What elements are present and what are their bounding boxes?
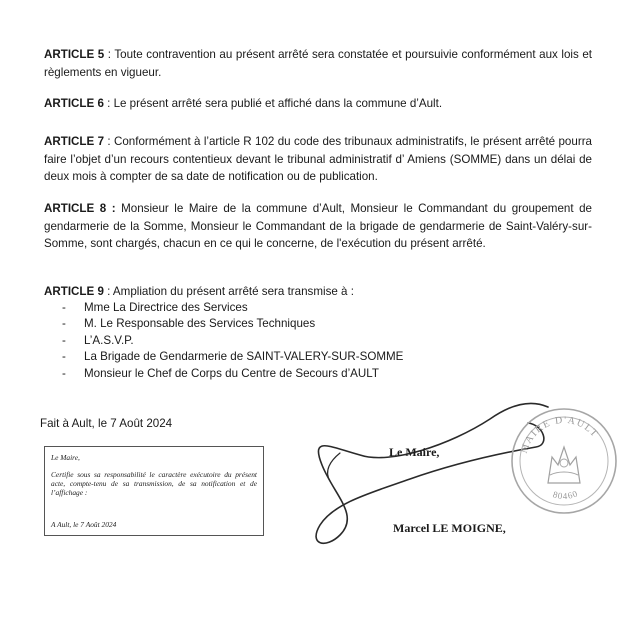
- recipients-list: [62, 300, 403, 382]
- article-8-text: Monsieur le Maire de la commune d’Ault, Monsieur le Commandant du groupement de gendarmerie de la Somme, Monsieur le Commandant de la brigade de gendarmerie de Saint-Valéry-sur-Somme, sont chargés, chacun en ce qui le concerne, de l'exécution du présent arrêté.: [44, 202, 592, 250]
- svg-text:80460: 80460: [551, 488, 580, 502]
- list-item: [62, 300, 403, 316]
- article-6-text: : Le présent arrêté sera publié et affiché dans la commune d’Ault.: [103, 97, 443, 110]
- article-9-label: ARTICLE 9: [44, 285, 104, 298]
- article-5-text: : Toute contravention au présent arrêté sera constatée et poursuivie conformément aux lois et règlements en vigueur.: [44, 48, 593, 79]
- list-dash: -: [62, 301, 66, 314]
- svg-text:MAIRE D'AULT: MAIRE D'AULT: [518, 414, 601, 455]
- article-7: [44, 133, 592, 186]
- mairie-seal: [508, 405, 620, 517]
- article-7-label: ARTICLE 7: [44, 135, 105, 148]
- list-item: [62, 366, 403, 382]
- list-item: [62, 316, 403, 332]
- article-6: [44, 95, 592, 113]
- list-item-text: M. Le Responsable des Services Techniques: [84, 317, 316, 331]
- list-item-text: L’A.S.V.P.: [84, 333, 134, 347]
- article-5-label: ARTICLE 5: [44, 48, 105, 61]
- article-7-text: : Conformément à l’article R 102 du code des tribunaux administratifs, le présent arrêté pourra faire l’objet d’un recours contentieux devant le tribunal administratif d’ Amiens (SOMME) dans un délai de deux mois à compter de sa date de notification ou de publication.: [44, 135, 593, 183]
- certification-title: Le Maire,: [51, 453, 80, 462]
- list-item-text: Mme La Directrice des Services: [84, 301, 248, 314]
- list-item-text: La Brigade de Gendarmerie de SAINT-VALERY-SUR-SOMME: [84, 350, 404, 364]
- list-dash: -: [62, 350, 66, 364]
- list-dash: -: [62, 333, 66, 347]
- list-dash: -: [62, 366, 66, 380]
- article-8: [44, 200, 592, 253]
- list-item: [62, 349, 403, 365]
- certification-text: Certifie sous sa responsabilité le caractère exécutoire du présent acte, compte-tenu de sa transmission, de sa notification et de l’affichage :: [51, 470, 257, 497]
- article-8-label: ARTICLE 8 :: [44, 202, 116, 215]
- maire-name: Marcel LE MOIGNE,: [393, 521, 506, 535]
- article-9: [44, 283, 592, 301]
- article-9-text: : Ampliation du présent arrêté sera transmise à :: [103, 285, 354, 298]
- list-dash: -: [62, 317, 66, 331]
- list-item: [62, 333, 403, 349]
- certification-footer: A Ault, le 7 Août 2024: [51, 520, 117, 529]
- list-item-text: Monsieur le Chef de Corps du Centre de Secours d’AULT: [84, 366, 379, 380]
- article-6-label: ARTICLE 6: [44, 97, 104, 110]
- fait-a-ault: Fait à Ault, le 7 Août 2024: [40, 417, 173, 430]
- article-5: [44, 46, 592, 81]
- maire-label: Le Maire,: [389, 445, 440, 459]
- certification-box: [44, 446, 264, 536]
